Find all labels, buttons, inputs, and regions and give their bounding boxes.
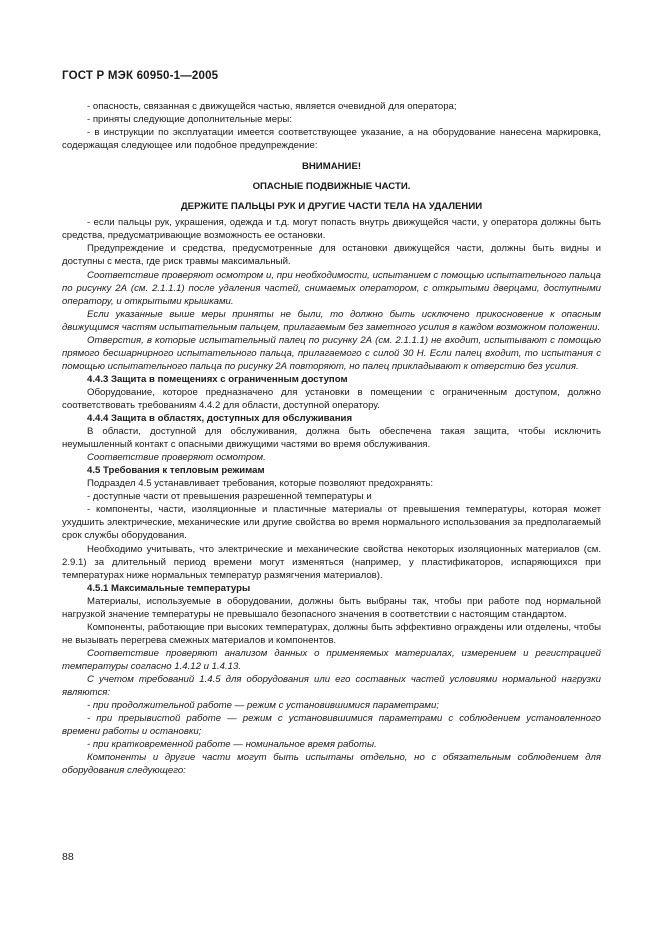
paragraph: Необходимо учитывать, что электрические и механические свойства некоторых изоляционных материалов (см. 2.9.1) за длительный период времени могут изменяться (например, у пластификаторов, испаряющихся при температурах ниже нормальных температур размягчения материалов). [62, 543, 601, 581]
compliance-note: Соответствие проверяют осмотром и, при необходимости, испытанием с помощью испытательного пальца по рисунку 2А (см. 2.1.1.1) после удаления частей, снимаемых оператором, с открытыми дверцами, доступными оператору, и открытыми крышками. [62, 269, 601, 307]
compliance-note: - при прерывистой работе — режим с установившимися параметрами с соблюдением установленного времени работы и остановки; [62, 713, 601, 738]
section-heading: 4.4.4 Защита в областях, доступных для обслуживания [87, 413, 353, 425]
paragraph: Материалы, используемые в оборудовании, должны быть выбраны так, чтобы при работе под нормальной нагрузкой значение температуры не превышало безопасного значения в соответствии с настоящим стандартом. [62, 595, 601, 620]
paragraph: Компоненты, работающие при высоких температурах, должны быть эффективно ограждены или отделены, чтобы не вызывать перегрева смежных материалов и компонентов. [62, 621, 601, 646]
paragraph: - если пальцы рук, украшения, одежда и т.д. могут попасть внутрь движущейся части, у оператора должны быть средства, предусматривающие возможность ее остановки. [62, 217, 601, 242]
compliance-note: Соответствие проверяют осмотром. [87, 452, 266, 464]
section-heading: 4.5.1 Максимальные температуры [87, 582, 251, 594]
page-number: 88 [62, 851, 74, 863]
paragraph: - в инструкции по эксплуатации имеется соответствующее указание, а на оборудование нанесена маркировка, содержащая следующее или подобное предупреждение: [62, 127, 601, 152]
page-body [62, 100, 601, 777]
compliance-note: С учетом требований 1.4.5 для оборудования или его составных частей условиями нормальной нагрузки являются: [62, 673, 601, 699]
paragraph: - приняты следующие дополнительные меры: [87, 114, 292, 126]
warning-text: ВНИМАНИЕ! [301, 161, 362, 173]
compliance-note: Отверстия, в которые испытательный палец по рисунку 2А (см. 2.1.1.1) не входит, испытывают с помощью прямого бесшарнирного испытательного пальца, прилагаемого с силой 30 Н. Если палец входит, то испытания с помощью испытательного пальца по рисунку 2А повторяют, но палец прикладывают к отверстию без усилия. [62, 334, 601, 372]
paragraph: - компоненты, части, изоляционные и пластичные материалы от превышения температуры, которая может ухудшить электрические, механические или другие свойства во время нормального использования за предполагаемый срок службы оборудования. [62, 504, 601, 542]
compliance-note: - при кратковременной работе — номинальное время работы. [87, 739, 377, 751]
compliance-note: Если указанные выше меры приняты не были, то должно быть исключено прикосновение к опасным движущимся частям испытательным пальцем, прилагаемым без заметного усилия в каждом возможном положении. [62, 308, 601, 333]
compliance-note: Соответствие проверяют анализом данных о применяемых материалах, измерением и регистрацией температуры согласно 1.4.12 и 1.4.13. [62, 647, 601, 672]
paragraph: Оборудование, которое предназначено для установки в помещении с ограниченным доступом, должно соответствовать требованиям 4.4.2 для области, доступной оператору. [62, 386, 601, 411]
warning-text: ОПАСНЫЕ ПОДВИЖНЫЕ ЧАСТИ. [252, 181, 411, 193]
paragraph: - опасность, связанная с движущейся частью, является очевидной для оператора; [87, 101, 457, 112]
document-header: ГОСТ Р МЭК 60950-1—2005 [62, 70, 219, 82]
compliance-note: Компоненты и другие части могут быть испытаны отдельно, но с обязательным соблюдением для оборудования следующего: [62, 752, 601, 777]
paragraph: Предупреждение и средства, предусмотренные для остановки движущейся части, должны быть видны и доступны с места, где риск травмы максимальный. [62, 243, 601, 268]
paragraph: В области, доступной для обслуживания, должна быть обеспечена такая защита, чтобы исключить неумышленный контакт с опасными движущими частями во время обслуживания. [62, 426, 601, 451]
paragraph: - доступные части от превышения разрешенной температуры и [87, 491, 372, 503]
section-heading: 4.5 Требования к тепловым режимам [87, 465, 265, 477]
paragraph: Подраздел 4.5 устанавливает требования, которые позволяют предохранять: [87, 478, 434, 490]
compliance-note: - при продолжительной работе — режим с установившимися параметрами; [87, 700, 439, 712]
warning-text: ДЕРЖИТЕ ПАЛЬЦЫ РУК И ДРУГИЕ ЧАСТИ ТЕЛА НА УДАЛЕНИИ [180, 201, 483, 213]
section-heading: 4.4.3 Защита в помещениях с ограниченным доступом [87, 373, 348, 385]
